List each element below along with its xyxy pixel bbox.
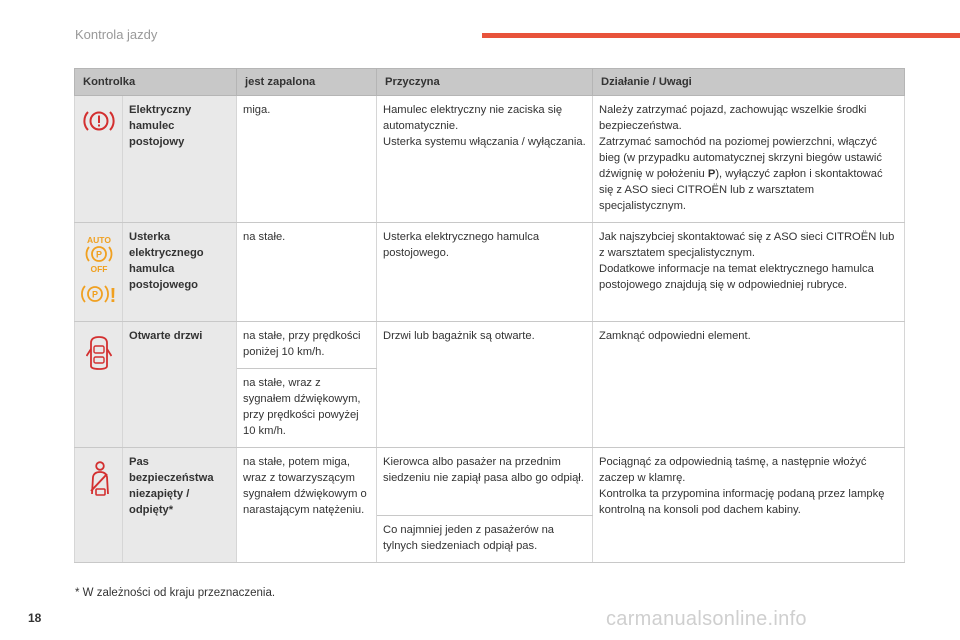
action-cell (593, 223, 905, 322)
action-cell (593, 96, 905, 223)
cause-cell: Co najmniej jeden z pasażerów na tylnych siedzeniach odpiął pas. (377, 516, 593, 563)
park-p-label: P (95, 249, 102, 260)
col-header-kontrolka: Kontrolka (75, 69, 237, 96)
section-title: Kontrola jazdy (75, 27, 158, 42)
park-p-label: P (91, 289, 98, 300)
seatbelt-warning-icon (84, 460, 114, 498)
action-line: Należy zatrzymać pojazd, zachowując wszelkie środki bezpieczeństwa. (599, 104, 867, 132)
warning-name: Elektryczny hamulec postojowy (123, 96, 237, 223)
action-cell (593, 448, 905, 563)
table-header-row (75, 69, 905, 96)
table-row (75, 322, 905, 369)
icon-cell (75, 448, 123, 563)
footnote: * W zależności od kraju przeznaczenia. (75, 587, 276, 599)
state-cell: na stałe. (237, 223, 377, 322)
warning-name: Pas bezpieczeństwa niezapięty / odpięty* (123, 448, 237, 563)
icon-cell (75, 223, 123, 322)
auto-label: AUTO (86, 235, 111, 245)
cause-cell (377, 96, 593, 223)
cause-cell: Usterka elektrycznego hamulca postojowego. (377, 223, 593, 322)
warning-lights-table (74, 68, 905, 563)
warning-name: Otwarte drzwi (123, 322, 237, 448)
warning-name: Usterka elektrycznego hamulca postojowego (123, 223, 237, 322)
off-label: OFF (90, 264, 107, 273)
header-accent-bar (482, 33, 960, 38)
cause-line: Hamulec elektryczny nie zaciska się automatycznie. (383, 104, 563, 132)
cause-cell: Drzwi lub bagażnik są otwarte. (377, 322, 593, 448)
state-cell: na stałe, przy prędkości poniżej 10 km/h. (237, 322, 377, 369)
page-number: 18 (28, 611, 42, 625)
cause-cell: Kierowca albo pasażer na przednim siedzeniu nie zapiął pasa albo go odpiął. (377, 448, 593, 516)
action-cell: Zamknąć odpowiedni element. (593, 322, 905, 448)
state-cell: na stałe, potem miga, wraz z towarzyszącym sygnałem dźwiękowym o narastającym natężeniu. (237, 448, 377, 563)
gear-position-p: P (707, 168, 716, 180)
icon-cell (75, 322, 123, 448)
table-row (75, 448, 905, 516)
action-line: Jak najszybciej skontaktować się z ASO sieci CITROËN lub z warsztatem specjalistycznym. (599, 231, 895, 259)
action-line (599, 134, 898, 214)
icon-cell (75, 96, 123, 223)
col-header-action: Działanie / Uwagi (593, 69, 905, 96)
action-text: Zatrzymać samochód na poziomej powierzchni, włączyć bieg (w przypadku automatycznej skrzyni biegów ustawić dźwignię w położeniu (599, 136, 882, 180)
action-line: Dodatkowe informacje na temat elektrycznego hamulca postojowego znajdują się w odpowiedniej rubryce. (599, 263, 874, 291)
action-line: Pociągnąć za odpowiednią taśmę, a następnie włożyć zaczep w klamrę. (599, 456, 867, 484)
watermark: carmanualsonline.info (606, 608, 807, 630)
action-text: ), wyłączyć zapłon i skontaktować się z ASO sieci CITROËN lub z warsztatem specjalistycznym. (599, 168, 883, 212)
fault-exclamation: ! (109, 285, 116, 307)
cause-line: Usterka systemu włączania / wyłączania. (383, 136, 586, 148)
table-row (75, 96, 905, 223)
action-line: Kontrolka ta przypomina informację podaną przez lampkę kontrolną na konsoli pod dachem kabiny. (599, 488, 885, 516)
state-cell: miga. (237, 96, 377, 223)
door-open-icon (86, 334, 112, 372)
park-brake-fault-icon (80, 281, 118, 307)
table-row (75, 223, 905, 322)
state-cell: na stałe, wraz z sygnałem dźwiękowym, przy prędkości powyżej 10 km/h. (237, 369, 377, 448)
col-header-cause: Przyczyna (377, 69, 593, 96)
auto-off-park-brake-icon (83, 235, 115, 273)
brake-warning-red-icon (83, 108, 115, 134)
col-header-state: jest zapalona (237, 69, 377, 96)
